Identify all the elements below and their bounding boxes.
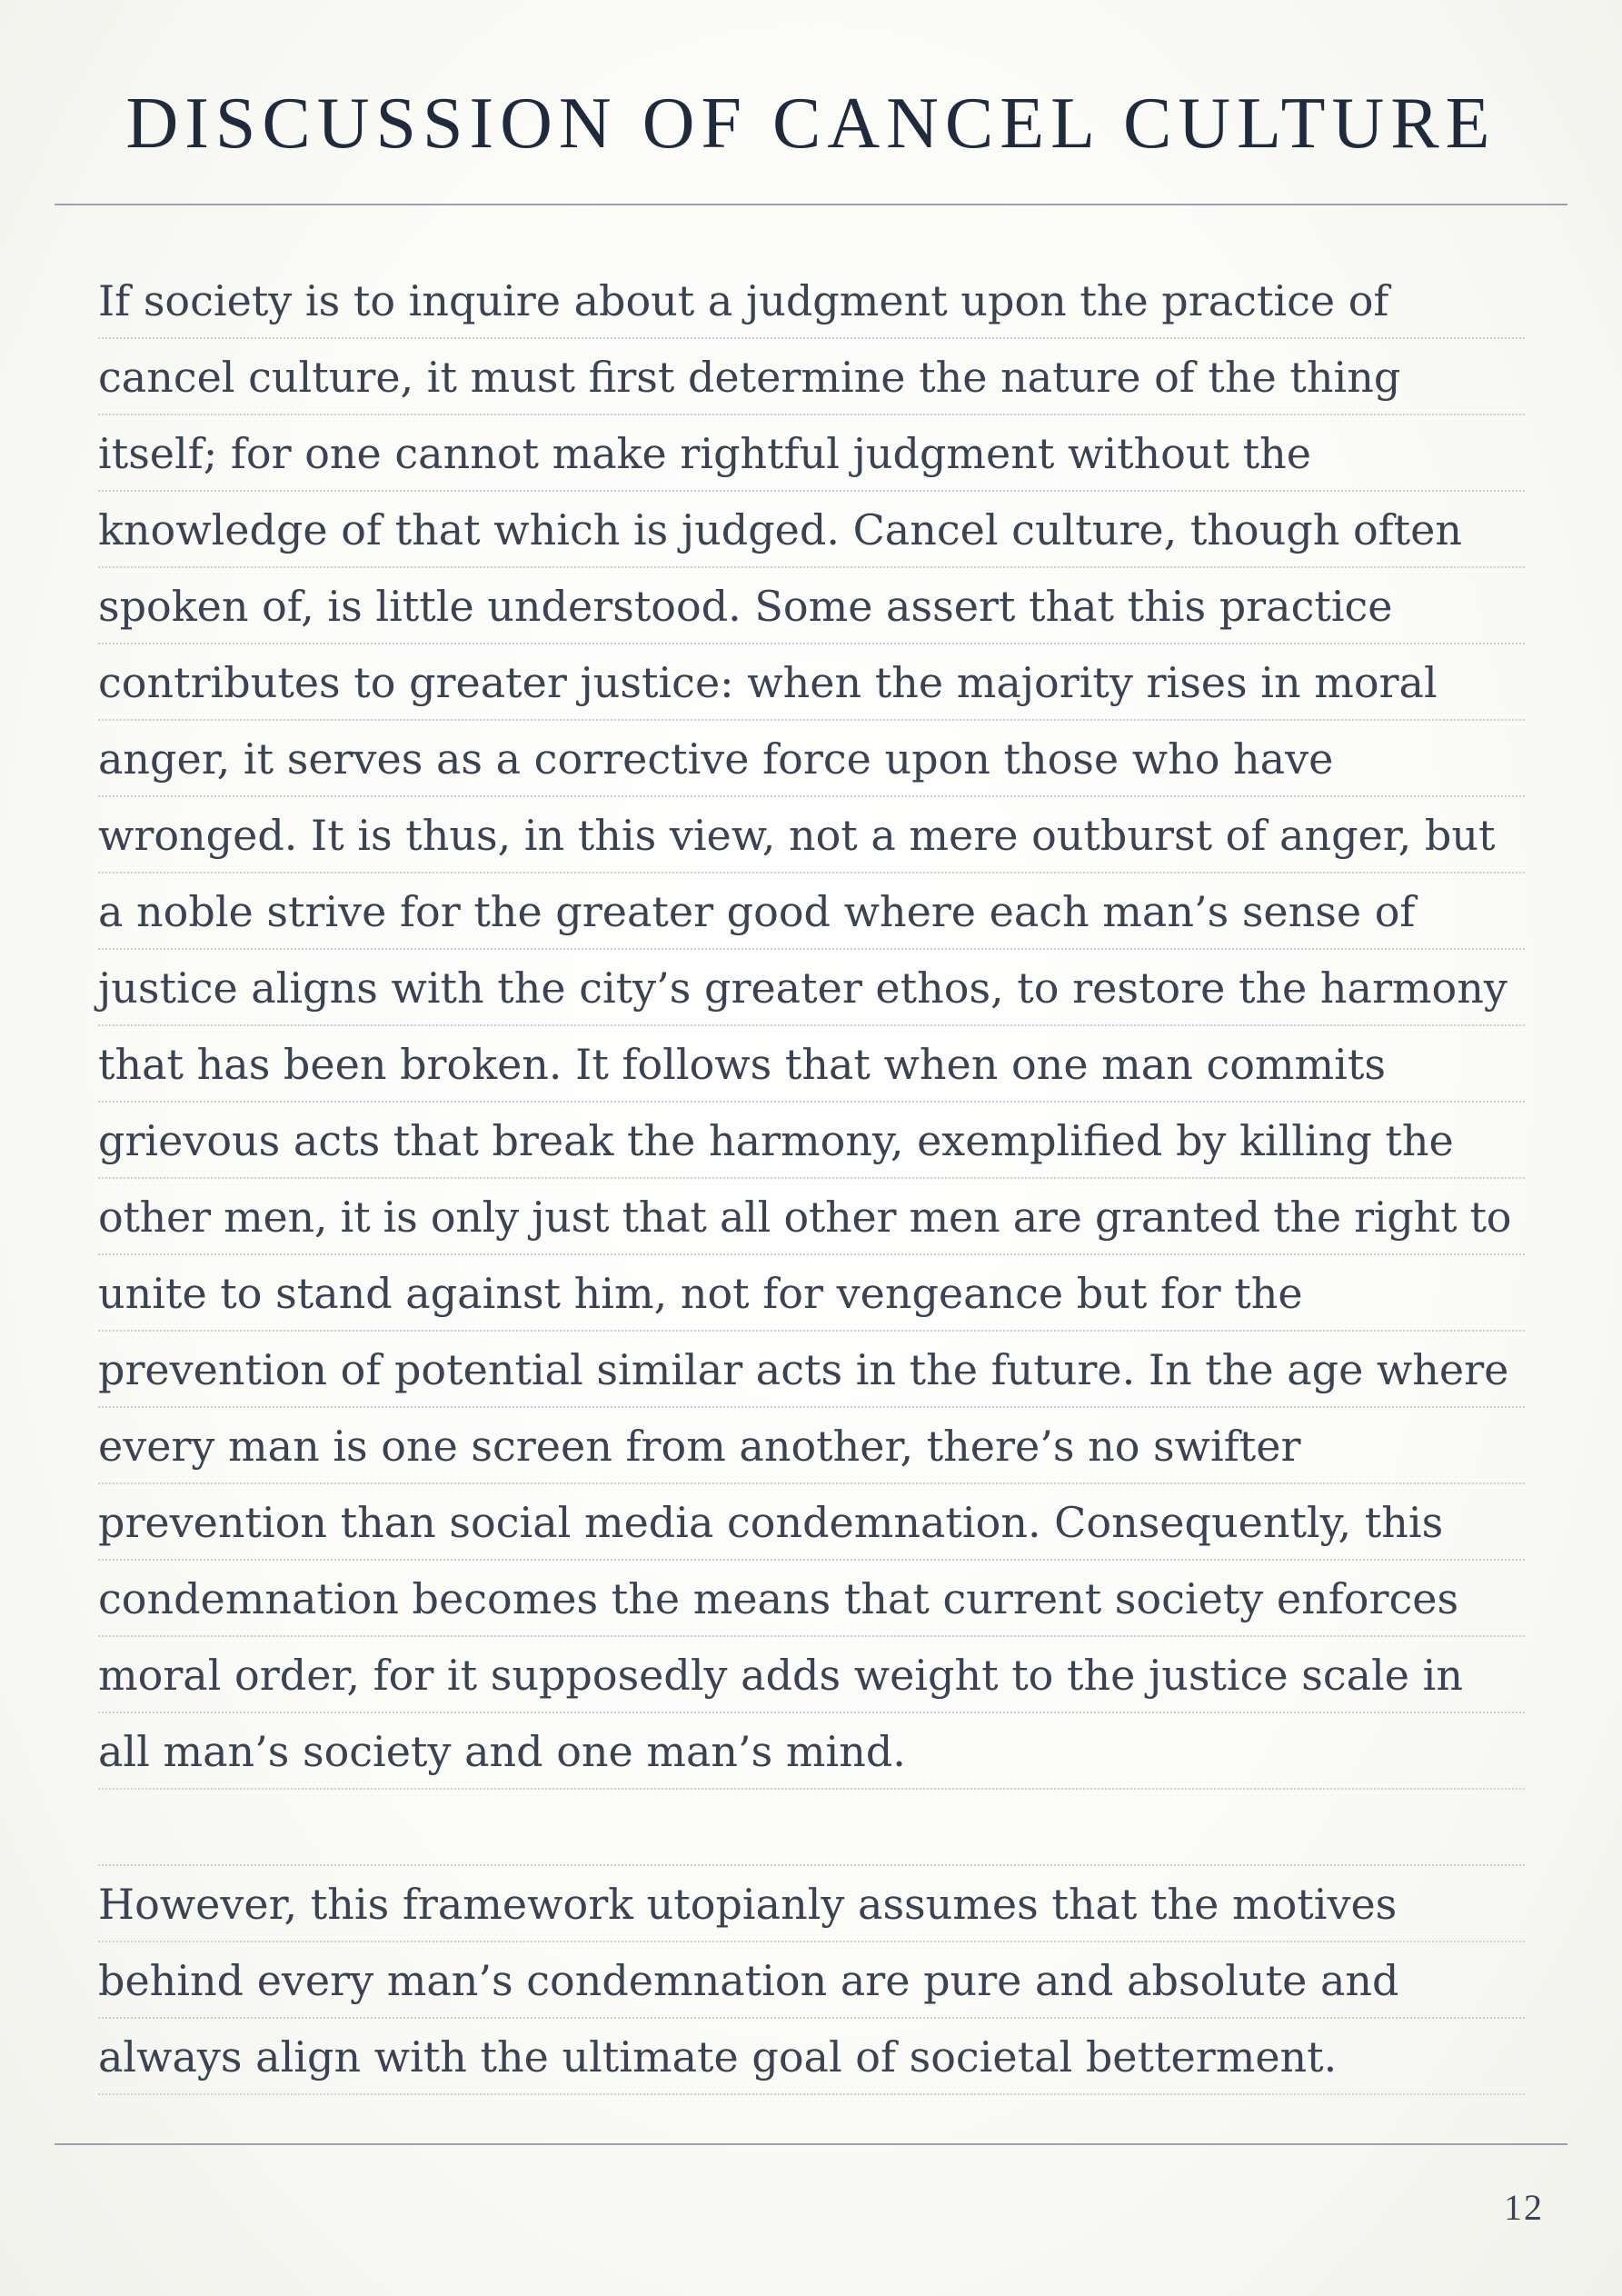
text-line: every man is one screen from another, there’s no swifter bbox=[98, 1408, 1525, 1484]
text-line: condemnation becomes the means that current society enforces bbox=[98, 1561, 1525, 1637]
text-line: other men, it is only just that all other men are granted the right to bbox=[98, 1179, 1525, 1255]
text-line: moral order, for it supposedly adds weight to the justice scale in bbox=[98, 1637, 1525, 1713]
page-number: 12 bbox=[1504, 2187, 1544, 2228]
text-line: behind every man’s condemnation are pure and absolute and bbox=[98, 1942, 1525, 2019]
body-text bbox=[98, 263, 1525, 2095]
text-line: unite to stand against him, not for vengeance but for the bbox=[98, 1255, 1525, 1332]
text-line: wronged. It is thus, in this view, not a mere outburst of anger, but bbox=[98, 797, 1525, 873]
text-line: contributes to greater justice: when the majority rises in moral bbox=[98, 644, 1525, 721]
text-line: itself; for one cannot make rightful judgment without the bbox=[98, 415, 1525, 492]
text-line: prevention than social media condemnation. Consequently, this bbox=[98, 1484, 1525, 1561]
text-line: If society is to inquire about a judgment upon the practice of bbox=[98, 263, 1525, 339]
text-line: However, this framework utopianly assumes that the motives bbox=[98, 1866, 1525, 1942]
text-line: grievous acts that break the harmony, exemplified by killing the bbox=[98, 1103, 1525, 1179]
text-line: that has been broken. It follows that when one man commits bbox=[98, 1026, 1525, 1103]
text-line: anger, it serves as a corrective force upon those who have bbox=[98, 721, 1525, 797]
blank-line bbox=[98, 1790, 1525, 1866]
text-line: prevention of potential similar acts in the future. In the age where bbox=[98, 1332, 1525, 1408]
text-line: justice aligns with the city’s greater ethos, to restore the harmony bbox=[98, 950, 1525, 1026]
text-line: cancel culture, it must first determine the nature of the thing bbox=[98, 339, 1525, 415]
text-line: spoken of, is little understood. Some assert that this practice bbox=[98, 568, 1525, 644]
title-divider bbox=[55, 204, 1567, 205]
text-line: knowledge of that which is judged. Cancel culture, though often bbox=[98, 492, 1525, 568]
footer-divider bbox=[55, 2143, 1567, 2145]
text-line: always align with the ultimate goal of societal betterment. bbox=[98, 2019, 1525, 2095]
text-line: all man’s society and one man’s mind. bbox=[98, 1713, 1525, 1790]
text-line: a noble strive for the greater good where each man’s sense of bbox=[98, 873, 1525, 950]
page-title: DISCUSSION OF CANCEL CULTURE bbox=[125, 84, 1497, 164]
